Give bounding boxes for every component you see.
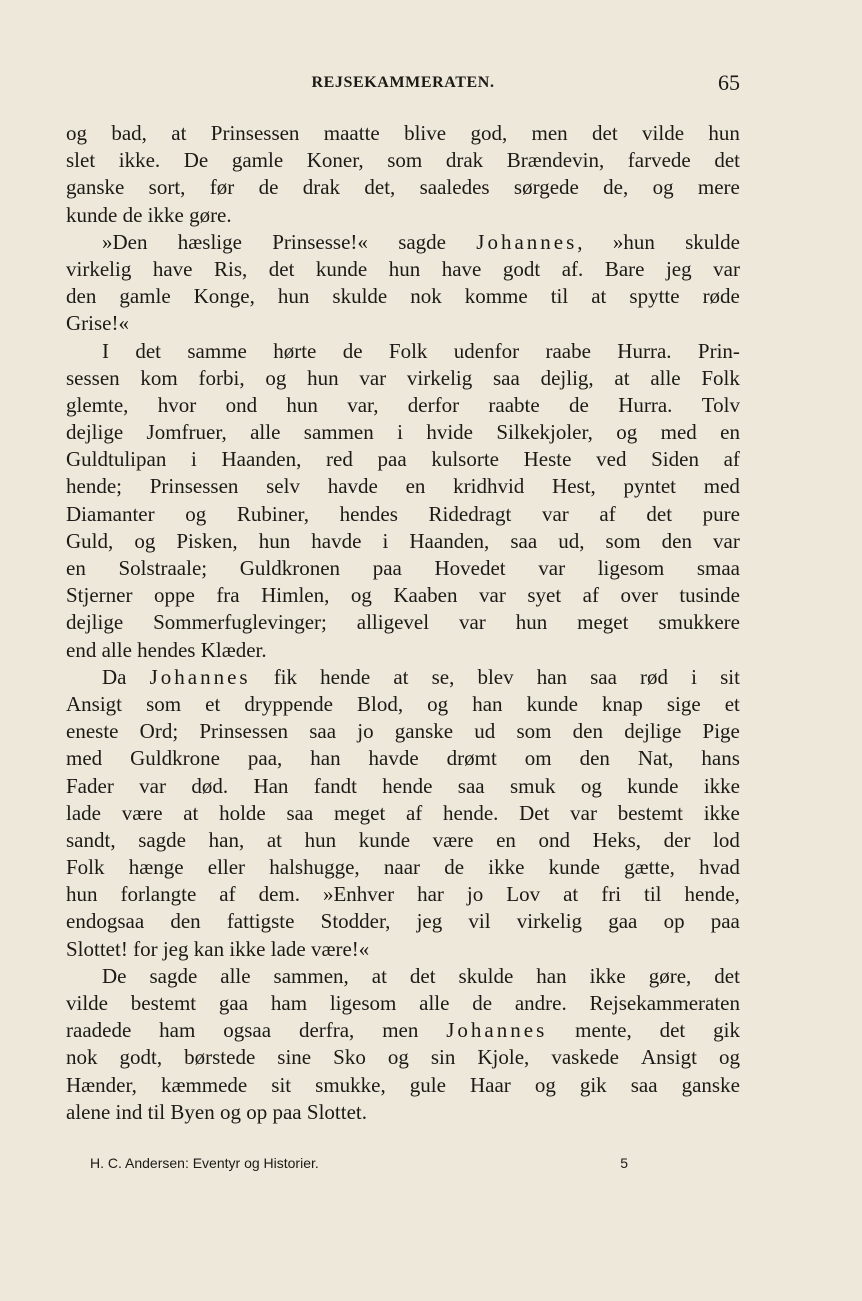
- text-line: slet ikke. De gamle Koner, som drak Brændevin, farvede det: [66, 148, 740, 173]
- text-line: dejlige Jomfruer, alle sammen i hvide Silkekjoler, og med en: [66, 420, 740, 445]
- text-line: en Solstraale; Guldkronen paa Hovedet var ligesom smaa: [66, 556, 740, 580]
- text-line: eneste Ord; Prinsessen saa jo ganske ud som den dejlige Pige: [66, 719, 740, 744]
- text-line: alene ind til Byen og op paa Slottet.: [66, 1099, 367, 1124]
- text-line: Ansigt som et dryppende Blod, og han kunde knap sige et: [66, 691, 740, 716]
- text-line: lade være at holde saa meget af hende. Det var bestemt ikke: [66, 800, 740, 825]
- text-line: Da Johannes fik hende at se, blev han saa rød i sit: [102, 664, 740, 689]
- text-line: Hænder, kæmmede sit smukke, gule Haar og gik saa ganske: [66, 1072, 740, 1097]
- text-line: hende; Prinsessen selv havde en kridhvid Hest, pyntet med: [66, 474, 740, 499]
- text-line: Guldtulipan i Haanden, red paa kulsorte Heste ved Siden af: [66, 447, 740, 472]
- text-line: De sagde alle sammen, at det skulde han ikke gøre, det: [102, 963, 740, 988]
- footer-source: H. C. Andersen: Eventyr og Historier.: [90, 1155, 319, 1171]
- text-line: ganske sort, før de drak det, saaledes sørgede de, og mere: [66, 175, 740, 200]
- text-line: hun forlangte af dem. »Enhver har jo Lov at fri til hende,: [66, 882, 740, 907]
- page-number: 65: [718, 70, 740, 95]
- text-line: kunde de ikke gøre.: [66, 202, 232, 227]
- text-line: I det samme hørte de Folk udenfor raabe Hurra. Prin-: [102, 338, 740, 363]
- text-line: sessen kom forbi, og hun var virkelig saa dejlig, at alle Folk: [66, 365, 740, 390]
- text-line: end alle hendes Klæder.: [66, 637, 267, 662]
- text-line: virkelig have Ris, det kunde hun have godt af. Bare jeg var: [66, 256, 740, 281]
- text-line: den gamle Konge, hun skulde nok komme til at spytte røde: [66, 284, 740, 309]
- text-line: »Den hæslige Prinsesse!« sagde Johannes, »hun skulde: [102, 229, 740, 254]
- signature-mark: 5: [620, 1155, 628, 1171]
- text-line: Guld, og Pisken, hun havde i Haanden, saa ud, som den var: [66, 528, 740, 553]
- text-line: raadede ham ogsaa derfra, men Johannes mente, det gik: [66, 1018, 740, 1043]
- text-line: Folk hænge eller halshugge, naar de ikke kunde gætte, hvad: [66, 855, 740, 880]
- text-line: Grise!«: [66, 311, 129, 336]
- text-line: endogsaa den fattigste Stodder, jeg vil virkelig gaa op paa: [66, 909, 740, 934]
- text-line: sandt, sagde han, at hun kunde være en ond Heks, der lod: [66, 827, 740, 852]
- text-line: Diamanter og Rubiner, hendes Ridedragt var af det pure: [66, 501, 740, 526]
- body-text: [66, 120, 740, 1126]
- running-head: [66, 70, 740, 98]
- text-line: Stjerner oppe fra Himlen, og Kaaben var syet af over tusinde: [66, 583, 740, 608]
- text-line: vilde bestemt gaa ham ligesom alle de andre. Rejsekammeraten: [66, 991, 740, 1015]
- text-line: og bad, at Prinsessen maatte blive god, men det vilde hun: [66, 121, 740, 145]
- page-footer: [90, 1155, 628, 1175]
- text-line: glemte, hvor ond hun var, derfor raabte de Hurra. Tolv: [66, 392, 740, 417]
- text-line: Fader var død. Han fandt hende saa smuk og kunde ikke: [66, 773, 740, 798]
- text-line: dejlige Sommerfuglevinger; alligevel var hun meget smukkere: [66, 610, 740, 635]
- text-line: med Guldkrone paa, han havde drømt om den Nat, hans: [66, 746, 740, 771]
- running-title: REJSEKAMMERATEN.: [311, 74, 495, 91]
- text-line: nok godt, børstede sine Sko og sin Kjole, vaskede Ansigt og: [66, 1045, 740, 1070]
- text-line: Slottet! for jeg kan ikke lade være!«: [66, 936, 370, 961]
